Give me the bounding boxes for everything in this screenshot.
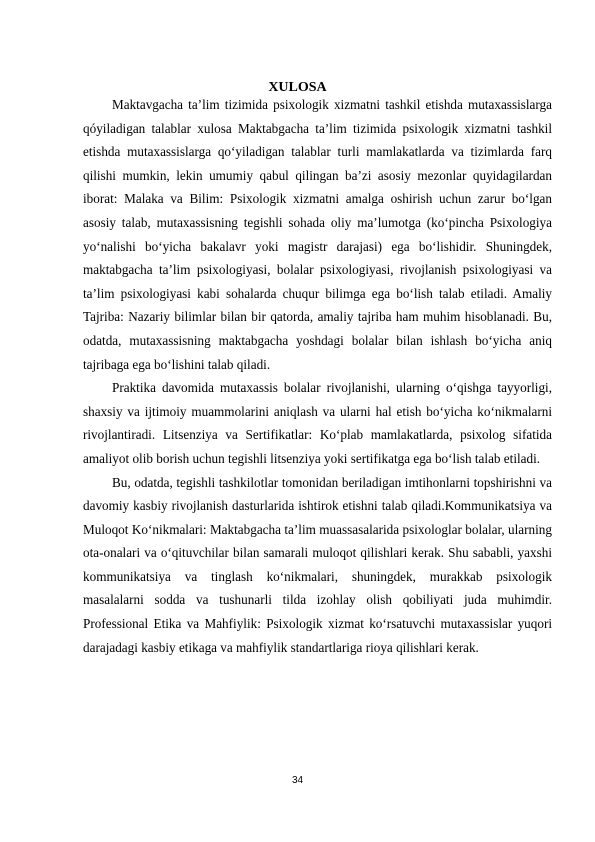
page-number: 34 xyxy=(291,775,304,786)
body-text xyxy=(83,93,552,659)
section-title: XULOSA xyxy=(268,80,327,95)
paragraph: Maktavgacha ta’lim tizimida psixologik xizmatni tashkil etishda mutaxassislarga qóyiladigan talablar xulosa Maktabgacha ta’lim tizimida psixologik xizmatni tashkil etishda mutaxassislarga qo‘yiladigan talablar turli mamlakatlarda va tizimlarda farq qilishi mumkin, lekin umumiy qabul qilingan ba’zi asosiy mezonlar quyidagilardan iborat: Malaka va Bilim: Psixologik xizmatni amalga oshirish uchun zarur bo‘lgan asosiy talab, mutaxassisning tegishli sohada oliy ma’lumotga (ko‘pincha Psixologiya yo‘nalishi bo‘yicha bakalavr yoki magistr darajasi) ega bo‘lishidir. Shuningdek, maktabgacha ta’lim psixologiyasi, bolalar psixologiyasi, rivojlanish psixologiyasi va ta’lim psixologiyasi kabi sohalarda chuqur bilimga ega bo‘lish talab etiladi. Amaliy Tajriba: Nazariy bilimlar bilan bir qatorda, amaliy tajriba ham muhim hisoblanadi. Bu, odatda, mutaxassisning maktabgacha yoshdagi bolalar bilan ishlash bo‘yicha aniq tajribaga ega bo‘lishini talab qiladi. xyxy=(83,97,552,372)
paragraph: Praktika davomida mutaxassis bolalar rivojlanishi, ularning o‘qishga tayyorligi, shaxsiy va ijtimoiy muammolarini aniqlash va ularni hal etish bo‘yicha ko‘nikmalarni rivojlantiradi. Litsenziya va Sertifikatlar: Ko‘plab mamlakatlarda, psixolog sifatida amaliyot olib borish uchun tegishli litsenziya yoki sertifikatga ega bo‘lish talab etiladi. xyxy=(83,380,552,466)
paragraph: Bu, odatda, tegishli tashkilotlar tomonidan beriladigan imtihonlarni topshirishni va davomiy kasbiy rivojlanish dasturlarida ishtirok etishni talab qiladi.Kommunikatsiya va Muloqot Ko‘nikmalari: Maktabgacha ta’lim muassasalarida psixologlar bolalar, ularning ota-onalari va o‘qituvchilar bilan samarali muloqot qilishlari kerak. Shu sababli, yaxshi kommunikatsiya va tinglash ko‘nikmalari, shuningdek, murakkab psixologik masalalarni sodda va tushunarli tilda izohlay olish qobiliyati juda muhimdir. Professional Etika va Mahfiylik: Psixologik xizmat ko‘rsatuvchi mutaxassislar yuqori darajadagi kasbiy etikaga va mahfiylik standartlariga rioya qilishlari kerak. xyxy=(83,474,552,655)
